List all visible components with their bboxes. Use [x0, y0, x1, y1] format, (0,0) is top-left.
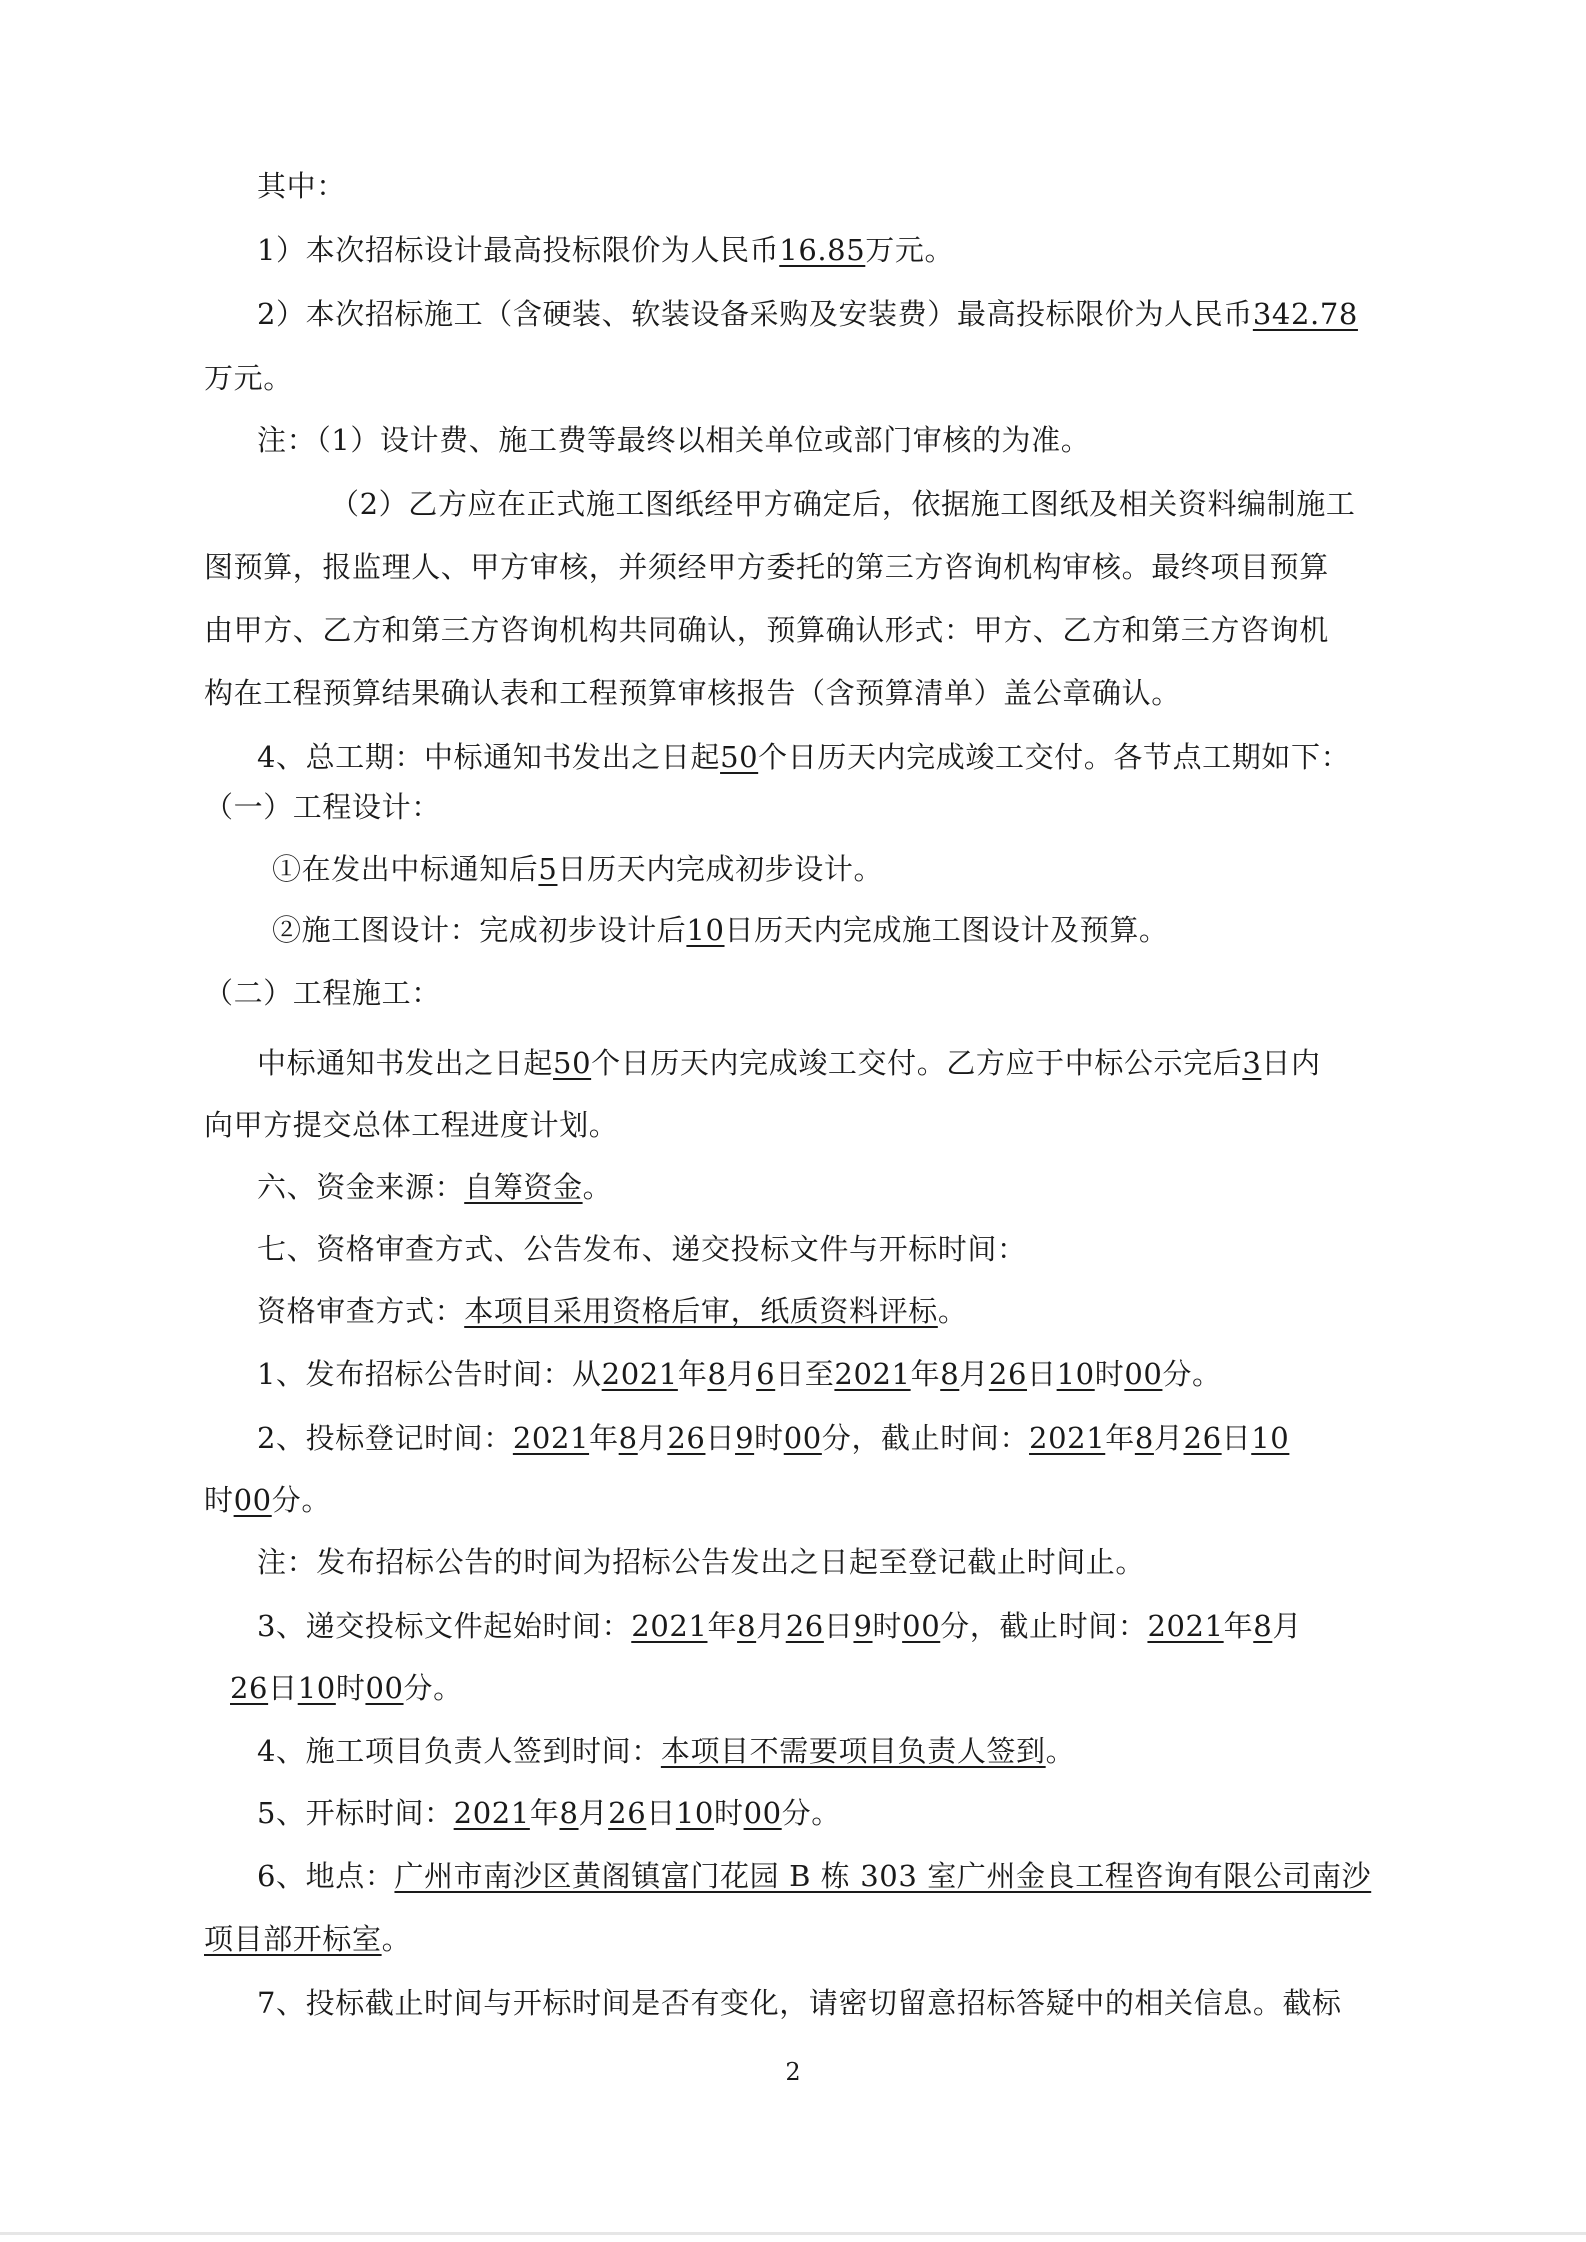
text-segment: ①在发出中标通知后: [272, 852, 539, 886]
text-segment: 分。: [403, 1671, 463, 1705]
text-segment: 时: [204, 1483, 234, 1517]
text-line: [257, 1856, 1371, 1896]
text-segment: 由甲方、乙方和第三方咨询机构共同确认，预算确认形式：甲方、乙方和第三方咨询机: [204, 613, 1329, 647]
text-line: [204, 610, 1329, 650]
filled-value: 2021: [631, 1609, 708, 1643]
text-line: [204, 1919, 411, 1959]
text-line: [257, 1291, 967, 1331]
filled-value: 项目部开标室: [204, 1922, 382, 1956]
text-segment: 中标通知书发出之日起: [257, 1046, 554, 1080]
text-segment: 日: [268, 1671, 298, 1705]
text-segment: 日历天内完成施工图设计及预算。: [724, 913, 1169, 947]
text-line: [204, 358, 293, 398]
filled-value: 8: [940, 1357, 960, 1391]
text-line: [257, 1354, 1222, 1394]
filled-value: 本项目采用资格后审，纸质资料评标: [464, 1294, 938, 1328]
text-segment: 万元。: [204, 361, 293, 395]
scan-edge: [0, 2232, 1586, 2235]
text-segment: 分。: [271, 1483, 331, 1517]
text-segment: 年: [707, 1609, 738, 1643]
text-line: [257, 1606, 1302, 1646]
text-segment: ②施工图设计：完成初步设计后: [272, 913, 687, 947]
text-segment: 2）本次招标施工（含硬装、软装设备采购及安装费）最高投标限价为人民币: [257, 297, 1253, 331]
text-segment: 月: [578, 1796, 609, 1830]
text-segment: 1）本次招标设计最高投标限价为人民币: [257, 233, 780, 267]
text-line: [204, 547, 1329, 587]
text-segment: 5、开标时间：: [257, 1796, 454, 1830]
text-segment: 万元。: [865, 233, 955, 267]
text-segment: 时: [872, 1609, 903, 1643]
text-segment: 月: [756, 1609, 786, 1643]
text-segment: 日: [823, 1609, 854, 1643]
text-segment: 月: [637, 1421, 668, 1455]
text-segment: 时: [754, 1421, 784, 1455]
filled-value: 2021: [1029, 1421, 1106, 1455]
filled-value: 26: [608, 1796, 647, 1830]
text-segment: 其中：: [257, 169, 346, 203]
text-segment: 分，截止时间：: [821, 1421, 1030, 1455]
text-segment: 时: [335, 1671, 366, 1705]
text-segment: 时: [1094, 1357, 1125, 1391]
filled-value: 00: [365, 1671, 404, 1705]
filled-value: 2021: [512, 1421, 590, 1455]
text-segment: 日: [646, 1796, 676, 1830]
filled-value: 10: [297, 1671, 336, 1705]
text-segment: 年: [910, 1357, 941, 1391]
text-segment: 6、地点：: [257, 1859, 395, 1893]
filled-value: 26: [667, 1421, 706, 1455]
text-segment: 。: [381, 1922, 412, 1956]
text-segment: （2）乙方应在正式施工图纸经甲方确定后，依据施工图纸及相关资料编制施工: [330, 487, 1356, 521]
text-line: [257, 1983, 1342, 2023]
text-segment: （一）工程设计：: [204, 790, 441, 824]
filled-value: 10: [675, 1796, 714, 1830]
text-segment: 1、发布招标公告时间：从: [257, 1357, 602, 1391]
filled-value: 9: [735, 1421, 755, 1455]
text-line: [257, 1793, 841, 1833]
text-segment: 构在工程预算结果确认表和工程预算审核报告（含预算清单）盖公章确认。: [204, 676, 1181, 710]
text-line: [204, 973, 441, 1013]
text-line: [257, 420, 1090, 460]
filled-value: 2021: [1147, 1609, 1224, 1643]
text-segment: 分，截止时间：: [940, 1609, 1148, 1643]
text-line: [257, 1167, 612, 1207]
text-segment: 年: [529, 1796, 560, 1830]
text-line: [257, 1542, 1145, 1582]
text-line: [204, 673, 1181, 713]
text-segment: 。: [582, 1170, 613, 1204]
text-segment: 月: [726, 1357, 757, 1391]
page-number: 2: [785, 2058, 801, 2086]
filled-value: 6: [756, 1357, 776, 1391]
text-segment: 。: [937, 1294, 968, 1328]
text-line: [257, 737, 1350, 777]
text-segment: 分。: [781, 1796, 841, 1830]
filled-value: 342.78: [1252, 297, 1358, 331]
text-line: [257, 1229, 1027, 1269]
text-segment: 年: [589, 1421, 619, 1455]
filled-value: 26: [785, 1609, 824, 1643]
text-segment: 分。: [1162, 1357, 1222, 1391]
filled-value: 00: [233, 1483, 272, 1517]
filled-value: 8: [1134, 1421, 1154, 1455]
text-segment: 注：（1）设计费、施工费等最终以相关单位或部门审核的为准。: [257, 423, 1091, 457]
text-line: [330, 484, 1355, 524]
filled-value: 自筹资金: [464, 1170, 583, 1204]
text-segment: 4、总工期：中标通知书发出之日起: [257, 740, 721, 774]
filled-value: 8: [1253, 1609, 1273, 1643]
text-segment: 个日历天内完成竣工交付。乙方应于中标公示完后: [591, 1046, 1243, 1080]
text-segment: 资格审查方式：: [257, 1294, 465, 1328]
filled-value: 8: [707, 1357, 727, 1391]
filled-value: 00: [1124, 1357, 1163, 1391]
text-line: [204, 1105, 618, 1145]
text-segment: 七、资格审查方式、公告发布、递交投标文件与开标时间：: [257, 1232, 1027, 1266]
text-segment: （二）工程施工：: [204, 976, 441, 1010]
filled-value: 50: [553, 1046, 592, 1080]
filled-value: 2021: [453, 1796, 530, 1830]
text-segment: 日历天内完成初步设计。: [557, 852, 884, 886]
text-line: [257, 166, 346, 206]
text-segment: 年: [1105, 1421, 1135, 1455]
text-segment: 六、资金来源：: [257, 1170, 465, 1204]
filled-value: 广州市南沙区黄阁镇富门花园 B 栋 303 室广州金良工程咨询有限公司南沙: [394, 1859, 1372, 1893]
filled-value: 00: [783, 1421, 822, 1455]
filled-value: 8: [559, 1796, 579, 1830]
filled-value: 10: [1251, 1421, 1290, 1455]
text-segment: 月: [959, 1357, 989, 1391]
text-segment: 日: [1221, 1421, 1252, 1455]
text-segment: 日至: [775, 1357, 835, 1391]
text-segment: 个日历天内完成竣工交付。各节点工期如下：: [758, 740, 1351, 774]
text-segment: 3、递交投标文件起始时间：: [257, 1609, 632, 1643]
filled-value: 5: [538, 852, 558, 886]
filled-value: 2021: [601, 1357, 678, 1391]
text-segment: 月: [1153, 1421, 1184, 1455]
text-segment: 时: [713, 1796, 744, 1830]
text-segment: 7、投标截止时间与开标时间是否有变化，请密切留意招标答疑中的相关信息。截标: [257, 1986, 1342, 2020]
filled-value: 8: [737, 1609, 757, 1643]
filled-value: 9: [853, 1609, 873, 1643]
text-line: [272, 849, 883, 889]
filled-value: 26: [1183, 1421, 1222, 1455]
text-line: [257, 230, 954, 270]
text-line: [257, 1731, 1075, 1771]
text-line: [257, 294, 1358, 334]
filled-value: 10: [686, 913, 725, 947]
filled-value: 本项目不需要项目负责人签到: [660, 1734, 1046, 1768]
text-segment: 日: [1027, 1357, 1057, 1391]
text-line: [204, 787, 441, 827]
filled-value: 8: [618, 1421, 638, 1455]
text-line: [272, 910, 1169, 950]
text-segment: 。: [1045, 1734, 1076, 1768]
text-segment: 年: [677, 1357, 708, 1391]
filled-value: 2021: [834, 1357, 911, 1391]
filled-value: 26: [988, 1357, 1027, 1391]
text-segment: 2、投标登记时间：: [257, 1421, 513, 1455]
text-segment: 4、施工项目负责人签到时间：: [257, 1734, 661, 1768]
text-segment: 年: [1223, 1609, 1254, 1643]
text-segment: 图预算，报监理人、甲方审核，并须经甲方委托的第三方咨询机构审核。最终项目预算: [204, 550, 1329, 584]
text-segment: 月: [1272, 1609, 1302, 1643]
text-segment: 日: [705, 1421, 736, 1455]
filled-value: 00: [902, 1609, 941, 1643]
text-segment: 向甲方提交总体工程进度计划。: [204, 1108, 619, 1142]
text-line: [204, 1480, 331, 1520]
text-line: [257, 1043, 1321, 1083]
text-segment: 注：发布招标公告的时间为招标公告发出之日起至登记截止时间止。: [257, 1545, 1146, 1579]
text-line: [230, 1668, 463, 1708]
filled-value: 3: [1242, 1046, 1262, 1080]
filled-value: 50: [720, 740, 759, 774]
filled-value: 00: [743, 1796, 782, 1830]
text-segment: 日内: [1261, 1046, 1321, 1080]
filled-value: 10: [1056, 1357, 1095, 1391]
filled-value: 26: [230, 1671, 269, 1705]
filled-value: 16.85: [779, 233, 866, 267]
text-line: [257, 1418, 1289, 1458]
